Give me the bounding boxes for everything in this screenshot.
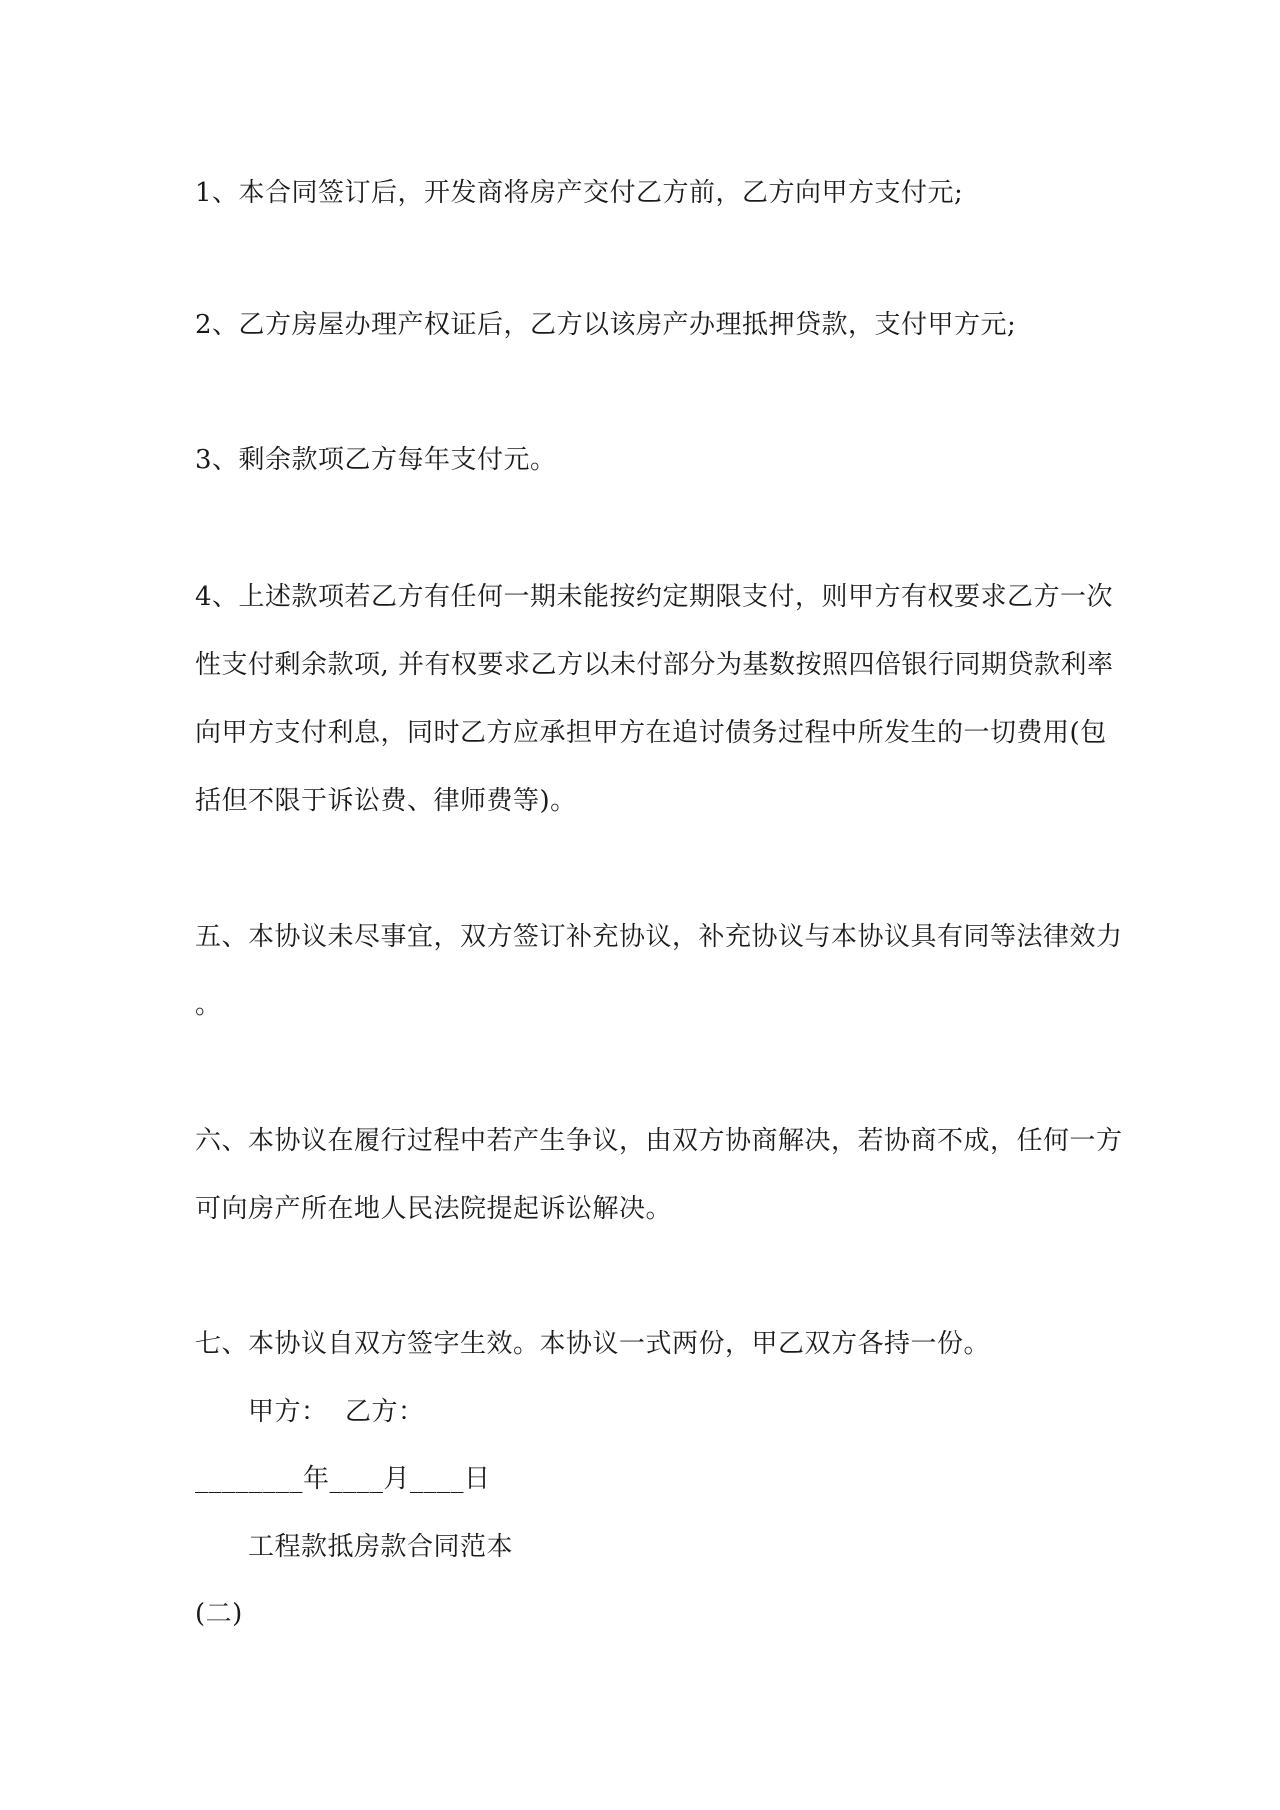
date-line: ________年____月____日	[195, 1464, 491, 1494]
article-6-line-2: 可向房产所在地人民法院提起诉讼解决。	[195, 1194, 673, 1224]
article-5-line-1: 五、本协议未尽事宜，双方签订补充协议，补充协议与本协议具有同等法律效力	[195, 922, 1123, 952]
next-contract-title: 工程款抵房款合同范本	[248, 1532, 514, 1562]
article-6-line-1: 六、本协议在履行过程中若产生争议，由双方协商解决，若协商不成，任何一方	[195, 1126, 1123, 1156]
article-5-line-2: 。	[195, 990, 222, 1020]
clause-4-line-3: 向甲方支付利息，同时乙方应承担甲方在追讨债务过程中所发生的一切费用(包	[195, 718, 1107, 748]
clause-3: 3、剩余款项乙方每年支付元。	[195, 445, 557, 475]
signature-line: 甲方： 乙方：	[248, 1397, 425, 1427]
next-section-number: (二)	[195, 1599, 243, 1629]
clause-2: 2、乙方房屋办理产权证后，乙方以该房产办理抵押贷款，支付甲方元;	[195, 310, 1017, 340]
clause-4-line-4: 括但不限于诉讼费、律师费等)。	[195, 786, 577, 816]
clause-1: 1、本合同签订后，开发商将房产交付乙方前，乙方向甲方支付元;	[195, 178, 964, 208]
clause-4-line-2: 性支付剩余款项, 并有权要求乙方以未付部分为基数按照四倍银行同期贷款利率	[195, 650, 1114, 680]
article-7: 七、本协议自双方签字生效。本协议一式两份，甲乙双方各持一份。	[195, 1329, 991, 1359]
clause-4-line-1: 4、上述款项若乙方有任何一期未能按约定期限支付，则甲方有权要求乙方一次	[195, 582, 1114, 612]
